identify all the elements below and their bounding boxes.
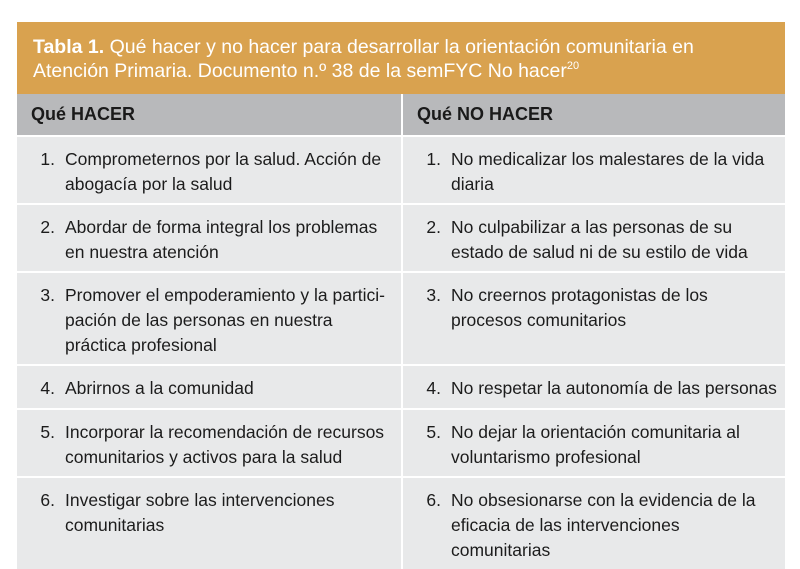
item-text: No respetar la autonomía de las personas xyxy=(451,378,777,398)
cell-hacer xyxy=(17,204,402,272)
cell-hacer xyxy=(17,477,402,569)
table-caption: Qué hacer y no hacer para desarrollar la orientación comunitaria en Atención Primaria. Documento n.º 38 de la semFYC No hacer xyxy=(33,36,694,82)
list-item xyxy=(31,420,393,470)
cell-no-hacer xyxy=(402,477,785,569)
column-header-no-hacer: Qué NO HACER xyxy=(402,94,785,136)
list-item xyxy=(31,215,393,265)
list-item xyxy=(417,147,777,197)
do-dont-table xyxy=(17,94,785,569)
item-number: 4. xyxy=(426,378,441,398)
table-row xyxy=(17,409,785,477)
item-text: No culpabilizar a las personas de su estado de salud ni de su estilo de vida xyxy=(451,217,748,262)
item-text: No creernos protagonistas de los procesos comunitarios xyxy=(451,285,708,330)
table-label: Tabla 1. xyxy=(33,36,105,58)
table-row xyxy=(17,136,785,204)
table-row xyxy=(17,272,785,365)
column-header-hacer: Qué HACER xyxy=(17,94,402,136)
cell-no-hacer xyxy=(402,365,785,409)
item-text: Promover el empoderamiento y la partici-pación de las personas en nuestra práctica profesional xyxy=(65,285,385,355)
list-item xyxy=(417,283,777,333)
item-number: 6. xyxy=(40,490,55,510)
table-row xyxy=(17,365,785,409)
cell-hacer xyxy=(17,272,402,365)
header-row xyxy=(17,94,785,136)
cell-no-hacer xyxy=(402,136,785,204)
list-item xyxy=(417,488,777,563)
item-number: 5. xyxy=(426,422,441,442)
table-title xyxy=(17,22,785,94)
list-item xyxy=(31,283,393,358)
item-number: 6. xyxy=(426,490,441,510)
reference-superscript: 20 xyxy=(566,60,580,72)
table-row xyxy=(17,477,785,569)
list-item xyxy=(417,215,777,265)
item-text: No obsesionarse con la evidencia de la eficacia de las intervenciones comunitarias xyxy=(451,490,756,560)
list-item xyxy=(417,376,777,401)
item-text: Incorporar la recomendación de recursos comunitarios y activos para la salud xyxy=(65,422,385,467)
item-text: Investigar sobre las intervenciones comunitarias xyxy=(65,490,335,535)
list-item xyxy=(31,147,393,197)
item-text: Abrirnos a la comunidad xyxy=(65,378,254,398)
item-number: 3. xyxy=(40,285,55,305)
table-figure xyxy=(17,22,785,560)
item-text: No dejar la orientación comunitaria al voluntarismo profesional xyxy=(451,422,740,467)
item-number: 2. xyxy=(426,217,441,237)
list-item xyxy=(31,488,393,538)
cell-no-hacer xyxy=(402,409,785,477)
cell-no-hacer xyxy=(402,272,785,365)
cell-hacer xyxy=(17,365,402,409)
item-number: 3. xyxy=(426,285,441,305)
item-number: 1. xyxy=(426,149,441,169)
item-text: Abordar de forma integral los problemas en nuestra atención xyxy=(65,217,378,262)
list-item xyxy=(417,420,777,470)
item-text: Comprometernos por la salud. Acción de abogacía por la salud xyxy=(65,149,382,194)
item-number: 2. xyxy=(40,217,55,237)
cell-hacer xyxy=(17,136,402,204)
table-row xyxy=(17,204,785,272)
item-number: 4. xyxy=(40,378,55,398)
list-item xyxy=(31,376,393,401)
cell-no-hacer xyxy=(402,204,785,272)
item-text: No medicalizar los malestares de la vida diaria xyxy=(451,149,765,194)
item-number: 1. xyxy=(40,149,55,169)
cell-hacer xyxy=(17,409,402,477)
item-number: 5. xyxy=(40,422,55,442)
